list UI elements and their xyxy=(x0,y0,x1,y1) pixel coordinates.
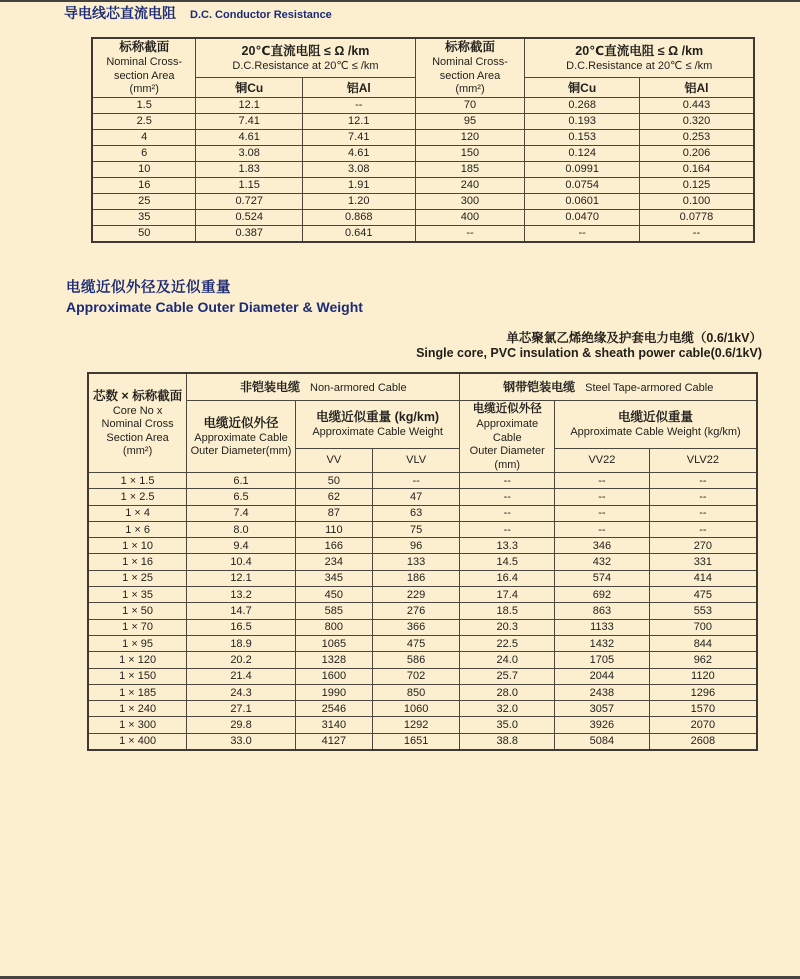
table-cell: 0.206 xyxy=(639,145,754,161)
table-cell: 1 × 120 xyxy=(88,652,187,668)
table-row xyxy=(88,733,757,750)
t2-h-col1-line5: (mm²) xyxy=(122,445,153,457)
table-cell: 366 xyxy=(372,619,460,635)
table-row xyxy=(92,193,754,209)
table-cell: 850 xyxy=(372,684,460,700)
t1-header-resistance-right xyxy=(525,38,754,78)
table-cell: 75 xyxy=(372,521,460,537)
table-cell: 2070 xyxy=(649,717,757,733)
t2-header-vlv: VLV xyxy=(372,448,460,472)
table-cell: 24.0 xyxy=(460,652,555,668)
table-cell: 13.3 xyxy=(460,538,555,554)
t1-h-col1-line4: (mm²) xyxy=(129,83,159,95)
t1-h-col1-line3: section Area xyxy=(113,69,175,82)
table-cell: 1 × 1.5 xyxy=(88,473,187,489)
table-cell: 270 xyxy=(649,538,757,554)
t2-header-weight-nonarmored xyxy=(295,401,460,449)
table-row xyxy=(92,161,754,177)
table-cell: -- xyxy=(555,521,650,537)
table-cell: 21.4 xyxy=(187,668,296,684)
table-row xyxy=(88,717,757,733)
t2-h-od1-line3: Outer Diameter(mm) xyxy=(190,445,292,457)
table-cell: 700 xyxy=(649,619,757,635)
table-cell: -- xyxy=(649,473,757,489)
table-cell: 844 xyxy=(649,635,757,651)
t2-header-od-armored xyxy=(460,401,555,473)
table-cell: 14.7 xyxy=(187,603,296,619)
table-row xyxy=(88,473,757,489)
cable-diameter-weight-table xyxy=(87,372,758,751)
table-cell: 4.61 xyxy=(303,145,416,161)
table-cell: 0.868 xyxy=(303,209,416,225)
table-cell: 4 xyxy=(92,129,196,145)
table-cell: 25 xyxy=(92,193,196,209)
table-cell: 2.5 xyxy=(92,113,196,129)
table-cell: 586 xyxy=(372,652,460,668)
table-cell: 2438 xyxy=(555,684,650,700)
t1-header-nominal-area-left xyxy=(92,38,196,97)
table-cell: 9.4 xyxy=(187,538,296,554)
table-cell: 70 xyxy=(415,97,525,113)
table-cell: 29.8 xyxy=(187,717,296,733)
table-cell: -- xyxy=(460,473,555,489)
section1-title-en: D.C. Conductor Resistance xyxy=(190,9,332,21)
table-cell: 27.1 xyxy=(187,701,296,717)
table-cell: 16.4 xyxy=(460,570,555,586)
table-cell: 185 xyxy=(415,161,525,177)
table-cell: 346 xyxy=(555,538,650,554)
table-cell: 962 xyxy=(649,652,757,668)
t2-h-wt1-en: Approximate Cable Weight xyxy=(312,426,443,439)
table-cell: 345 xyxy=(295,570,372,586)
t2-h-wt2-en: Approximate Cable Weight (kg/km) xyxy=(570,426,741,439)
table-cell: 863 xyxy=(555,603,650,619)
table-cell: 0.100 xyxy=(639,193,754,209)
t1-header-resistance-left xyxy=(196,38,415,78)
table-cell: 3.08 xyxy=(196,145,303,161)
table-row xyxy=(92,129,754,145)
t1-h-col1-line2: Nominal Cross- xyxy=(106,56,183,68)
table-cell: 300 xyxy=(415,193,525,209)
table-cell: 0.153 xyxy=(525,129,640,145)
table-cell: 553 xyxy=(649,603,757,619)
table-cell: 0.641 xyxy=(303,225,416,242)
table-cell: 186 xyxy=(372,570,460,586)
table-cell: 1.91 xyxy=(303,177,416,193)
table-cell: -- xyxy=(303,97,416,113)
table-cell: 1 × 150 xyxy=(88,668,187,684)
section2-title-cn: 电缆近似外径及近似重量 xyxy=(66,280,231,296)
table-cell: 1 × 2.5 xyxy=(88,489,187,505)
table-cell: 0.0754 xyxy=(525,177,640,193)
dc-resistance-table xyxy=(91,37,755,243)
section2-subtitle-cn: 单芯聚氯乙烯绝缘及护套电力电缆（0.6/1kV） xyxy=(506,331,762,345)
table-cell: 120 xyxy=(415,129,525,145)
table-cell: 450 xyxy=(295,587,372,603)
t2-header-weight-armored xyxy=(555,401,757,449)
table-cell: 22.5 xyxy=(460,635,555,651)
table-cell: 110 xyxy=(295,521,372,537)
table-cell: 475 xyxy=(372,635,460,651)
table-row xyxy=(88,538,757,554)
page-top-edge xyxy=(0,0,800,2)
t2-h-wt1-cn: 电缆近似重量 (kg/km) xyxy=(316,410,440,425)
table-cell: 1 × 95 xyxy=(88,635,187,651)
table-cell: 0.0991 xyxy=(525,161,640,177)
table-cell: 4127 xyxy=(295,733,372,750)
table-row xyxy=(88,668,757,684)
table-cell: 133 xyxy=(372,554,460,570)
t2-h-od2-line1: 电缆近似外径 xyxy=(472,403,542,415)
table-cell: 240 xyxy=(415,177,525,193)
table-row xyxy=(88,635,757,651)
table-cell: 50 xyxy=(92,225,196,242)
table-cell: 3.08 xyxy=(303,161,416,177)
t2-h-col1-line3: Nominal Cross xyxy=(101,418,174,430)
table-cell: 1 × 70 xyxy=(88,619,187,635)
t2-h-group2-en: Steel Tape-armored Cable xyxy=(585,382,714,394)
t1-header-cu-right: 铜Cu xyxy=(525,78,640,98)
table-cell: 1 × 50 xyxy=(88,603,187,619)
table-row xyxy=(88,652,757,668)
t2-h-group1-en: Non-armored Cable xyxy=(310,382,407,394)
t2-h-od2-line3: Outer Diameter xyxy=(469,445,545,457)
table-cell: 0.727 xyxy=(196,193,303,209)
table-cell: 6 xyxy=(92,145,196,161)
table-cell: 33.0 xyxy=(187,733,296,750)
t2-h-col1-line1: 芯数 × 标称截面 xyxy=(92,388,183,403)
table-cell: 3140 xyxy=(295,717,372,733)
t2-h-group1-cn: 非铠装电缆 xyxy=(239,380,300,394)
table-cell: 95 xyxy=(415,113,525,129)
table-cell: 3057 xyxy=(555,701,650,717)
table-cell: 10 xyxy=(92,161,196,177)
t2-h-col1-line4: Section Area xyxy=(106,431,169,444)
table-cell: -- xyxy=(555,473,650,489)
table-cell: 0.0778 xyxy=(639,209,754,225)
section2-title-en: Approximate Cable Outer Diameter & Weight xyxy=(66,299,363,315)
table-row xyxy=(88,505,757,521)
table-cell: 2044 xyxy=(555,668,650,684)
t2-body xyxy=(88,473,757,751)
table-cell: -- xyxy=(460,505,555,521)
table-cell: 47 xyxy=(372,489,460,505)
table-cell: 0.0601 xyxy=(525,193,640,209)
table-cell: 7.41 xyxy=(196,113,303,129)
table-cell: -- xyxy=(639,225,754,242)
table-cell: 1 × 185 xyxy=(88,684,187,700)
table-cell: 25.7 xyxy=(460,668,555,684)
table-cell: 0.125 xyxy=(639,177,754,193)
table-cell: 276 xyxy=(372,603,460,619)
table-cell: 1432 xyxy=(555,635,650,651)
table-cell: 35 xyxy=(92,209,196,225)
table-cell: 18.5 xyxy=(460,603,555,619)
table-row xyxy=(88,619,757,635)
table-row xyxy=(88,554,757,570)
table-cell: 229 xyxy=(372,587,460,603)
table-cell: 3926 xyxy=(555,717,650,733)
table-cell: 12.1 xyxy=(196,97,303,113)
table-cell: 32.0 xyxy=(460,701,555,717)
table-cell: 692 xyxy=(555,587,650,603)
table-row xyxy=(92,113,754,129)
table-cell: 1133 xyxy=(555,619,650,635)
table-cell: 7.41 xyxy=(303,129,416,145)
table-cell: 1570 xyxy=(649,701,757,717)
t2-h-od1-line1: 电缆近似外径 xyxy=(203,415,279,430)
table-cell: -- xyxy=(555,505,650,521)
t1-h-group-cn: 20℃直流电阻 ≤ Ω /km xyxy=(241,43,370,58)
table-cell: 12.1 xyxy=(303,113,416,129)
table-cell: 234 xyxy=(295,554,372,570)
t1-h-group2-en: D.C.Resistance at 20℃ ≤ /km xyxy=(566,59,713,72)
table-cell: 585 xyxy=(295,603,372,619)
table-cell: -- xyxy=(525,225,640,242)
t2-h-group2-cn: 钢带铠装电缆 xyxy=(503,380,576,394)
table-cell: 16.5 xyxy=(187,619,296,635)
table-cell: 414 xyxy=(649,570,757,586)
table-cell: 1990 xyxy=(295,684,372,700)
table-cell: 12.1 xyxy=(187,570,296,586)
t1-h-group2-cn: 20℃直流电阻 ≤ Ω /km xyxy=(575,43,704,58)
t1-header-al-right: 铝Al xyxy=(639,78,754,98)
table-cell: 331 xyxy=(649,554,757,570)
t2-h-col1-line2: Core No x xyxy=(112,404,163,417)
table-cell: -- xyxy=(555,489,650,505)
table-cell: 63 xyxy=(372,505,460,521)
table-cell: 7.4 xyxy=(187,505,296,521)
table-row xyxy=(88,587,757,603)
table-cell: 4.61 xyxy=(196,129,303,145)
table-cell: 35.0 xyxy=(460,717,555,733)
table-cell: 1328 xyxy=(295,652,372,668)
table-cell: 10.4 xyxy=(187,554,296,570)
table-cell: 1.83 xyxy=(196,161,303,177)
table-cell: 1120 xyxy=(649,668,757,684)
table-cell: 166 xyxy=(295,538,372,554)
table-cell: 475 xyxy=(649,587,757,603)
table-cell: 1.5 xyxy=(92,97,196,113)
table-cell: 1 × 240 xyxy=(88,701,187,717)
table-cell: 0.253 xyxy=(639,129,754,145)
t1-h-col4-line1: 标称截面 xyxy=(444,40,495,54)
t1-h-col4-line2: Nominal Cross- xyxy=(432,56,508,68)
t1-h-col4-line4: (mm²) xyxy=(455,83,485,95)
table-cell: 0.0470 xyxy=(525,209,640,225)
table-cell: -- xyxy=(372,473,460,489)
table-cell: 20.3 xyxy=(460,619,555,635)
t2-h-od2-line4: (mm) xyxy=(494,458,521,471)
t1-header-cu-left: 铜Cu xyxy=(196,78,303,98)
table-cell: 400 xyxy=(415,209,525,225)
table-cell: 1060 xyxy=(372,701,460,717)
table-cell: 38.8 xyxy=(460,733,555,750)
t1-body xyxy=(92,97,754,242)
table-cell: 1296 xyxy=(649,684,757,700)
table-cell: 0.387 xyxy=(196,225,303,242)
table-cell: -- xyxy=(649,521,757,537)
t2-h-od2-line2: Approximate Cable xyxy=(476,418,539,444)
t2-h-od1-line2: Approximate Cable xyxy=(194,431,288,444)
table-cell: 28.0 xyxy=(460,684,555,700)
table-cell: 2608 xyxy=(649,733,757,750)
table-cell: 702 xyxy=(372,668,460,684)
table-row xyxy=(88,701,757,717)
t1-h-group-en: D.C.Resistance at 20℃ ≤ /km xyxy=(232,59,379,72)
table-row xyxy=(92,145,754,161)
table-cell: 0.524 xyxy=(196,209,303,225)
table-cell: -- xyxy=(649,489,757,505)
t1-h-col4-line3: section Area xyxy=(439,69,501,82)
table-cell: 0.443 xyxy=(639,97,754,113)
table-cell: 800 xyxy=(295,619,372,635)
t2-header-nonarmored-group xyxy=(187,373,460,401)
t1-header-nominal-area-right xyxy=(415,38,525,97)
table-cell: 1065 xyxy=(295,635,372,651)
table-cell: 574 xyxy=(555,570,650,586)
table-cell: 87 xyxy=(295,505,372,521)
table-row xyxy=(88,570,757,586)
table-cell: 1 × 35 xyxy=(88,587,187,603)
table-cell: -- xyxy=(415,225,525,242)
table-cell: 6.5 xyxy=(187,489,296,505)
t2-header-vlv22: VLV22 xyxy=(649,448,757,472)
table-cell: -- xyxy=(649,505,757,521)
table-cell: 1651 xyxy=(372,733,460,750)
table-cell: 1 × 4 xyxy=(88,505,187,521)
table-cell: 5084 xyxy=(555,733,650,750)
table-cell: 0.320 xyxy=(639,113,754,129)
table-cell: 1.20 xyxy=(303,193,416,209)
table-cell: 6.1 xyxy=(187,473,296,489)
table-cell: 1 × 6 xyxy=(88,521,187,537)
table-row xyxy=(92,209,754,225)
table-row xyxy=(88,521,757,537)
t2-header-vv: VV xyxy=(295,448,372,472)
table-cell: 14.5 xyxy=(460,554,555,570)
table-cell: 1600 xyxy=(295,668,372,684)
table-cell: 0.268 xyxy=(525,97,640,113)
table-row xyxy=(88,684,757,700)
table-cell: 1 × 400 xyxy=(88,733,187,750)
table-cell: 1705 xyxy=(555,652,650,668)
table-cell: 0.164 xyxy=(639,161,754,177)
t2-header-armored-group xyxy=(460,373,757,401)
table-cell: 62 xyxy=(295,489,372,505)
section1-title xyxy=(64,3,332,23)
table-cell: 1 × 25 xyxy=(88,570,187,586)
table-cell: 13.2 xyxy=(187,587,296,603)
table-cell: 0.193 xyxy=(525,113,640,129)
t2-header-vv22: VV22 xyxy=(555,448,650,472)
section1-title-cn: 导电线芯直流电阻 xyxy=(64,5,176,21)
table-cell: 20.2 xyxy=(187,652,296,668)
table-cell: 1.15 xyxy=(196,177,303,193)
table-row xyxy=(92,177,754,193)
table-row xyxy=(88,603,757,619)
table-cell: 1 × 300 xyxy=(88,717,187,733)
section2-subtitle-en: Single core, PVC insulation & sheath power cable(0.6/1kV) xyxy=(416,346,762,360)
table-cell: 1292 xyxy=(372,717,460,733)
table-cell: 18.9 xyxy=(187,635,296,651)
table-cell: 432 xyxy=(555,554,650,570)
table-cell: 96 xyxy=(372,538,460,554)
t2-h-wt2-cn: 电缆近似重量 xyxy=(618,410,694,425)
t2-header-core-area xyxy=(88,373,187,473)
table-cell: 17.4 xyxy=(460,587,555,603)
table-cell: 1 × 16 xyxy=(88,554,187,570)
table-cell: 24.3 xyxy=(187,684,296,700)
table-cell: 0.124 xyxy=(525,145,640,161)
table-cell: 150 xyxy=(415,145,525,161)
table-row xyxy=(88,489,757,505)
table-cell: 16 xyxy=(92,177,196,193)
table-row xyxy=(92,225,754,242)
table-cell: -- xyxy=(460,521,555,537)
table-cell: 1 × 10 xyxy=(88,538,187,554)
table-row xyxy=(92,97,754,113)
table-cell: 2546 xyxy=(295,701,372,717)
table-cell: 8.0 xyxy=(187,521,296,537)
table-cell: -- xyxy=(460,489,555,505)
t1-header-al-left: 铝Al xyxy=(303,78,416,98)
t1-h-col1-line1: 标称截面 xyxy=(119,40,170,54)
table-cell: 50 xyxy=(295,473,372,489)
t2-header-od-nonarmored xyxy=(187,401,296,473)
